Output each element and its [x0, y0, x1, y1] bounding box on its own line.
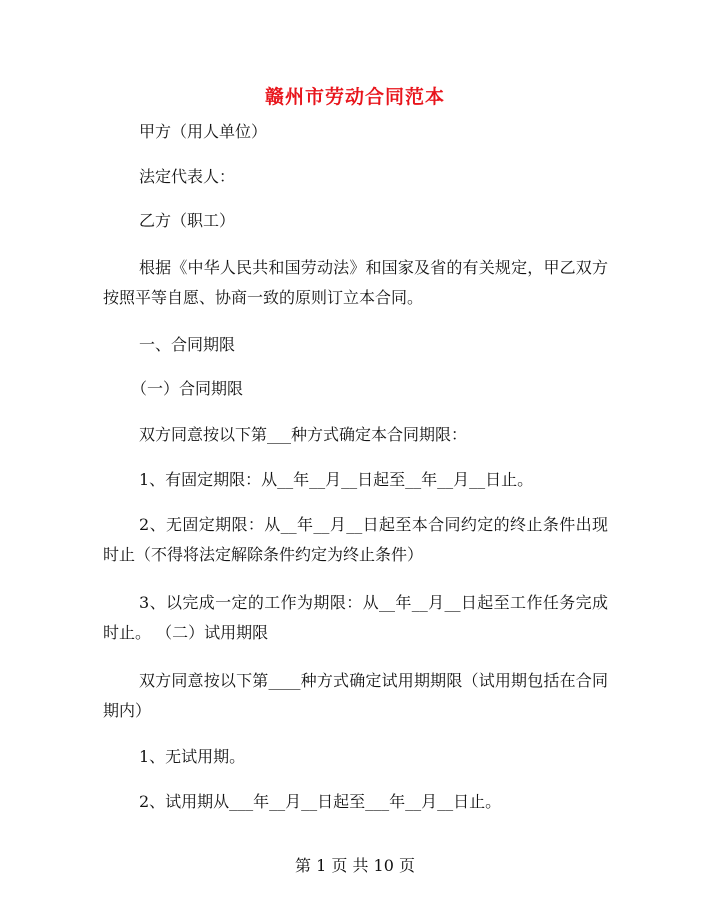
- preamble-paragraph: 根据《中华人民共和国劳动法》和国家及省的有关规定，甲乙双方按照平等自愿、协商一致的原则订立本合同。: [103, 258, 608, 307]
- page-number-footer: 第 1 页 共 10 页: [295, 856, 415, 875]
- probation-period-clause: 2、试用期从___年__月__日起至___年__月__日止。: [139, 792, 502, 811]
- subsection-heading-contract-term: （一）合同期限: [131, 379, 244, 398]
- party-b-line: 乙方（职工）: [139, 211, 236, 230]
- task-term-clause: 3、以完成一定的工作为期限：从__年__月__日起至工作任务完成时止。 （二）试用期限: [103, 593, 608, 642]
- no-probation-clause: 1、无试用期。: [139, 747, 246, 766]
- term-method-paragraph: 双方同意按以下第___种方式确定本合同期限：: [139, 425, 468, 444]
- probation-method-paragraph: 双方同意按以下第____种方式确定试用期期限（试用期包括在合同期内）: [103, 671, 608, 720]
- fixed-term-clause: 1、有固定期限：从__年__月__日起至__年__月__日止。: [139, 470, 534, 489]
- document-title: 赣州市劳动合同范本: [264, 86, 445, 108]
- legal-representative-line: 法定代表人：: [139, 167, 236, 186]
- open-term-clause: 2、无固定期限：从__年__月__日起至本合同约定的终止条件出现时止（不得将法定解除条件约定为终止条件）: [103, 515, 608, 564]
- party-a-line: 甲方（用人单位）: [139, 122, 268, 141]
- section-heading-contract-term: 一、合同期限: [139, 335, 236, 354]
